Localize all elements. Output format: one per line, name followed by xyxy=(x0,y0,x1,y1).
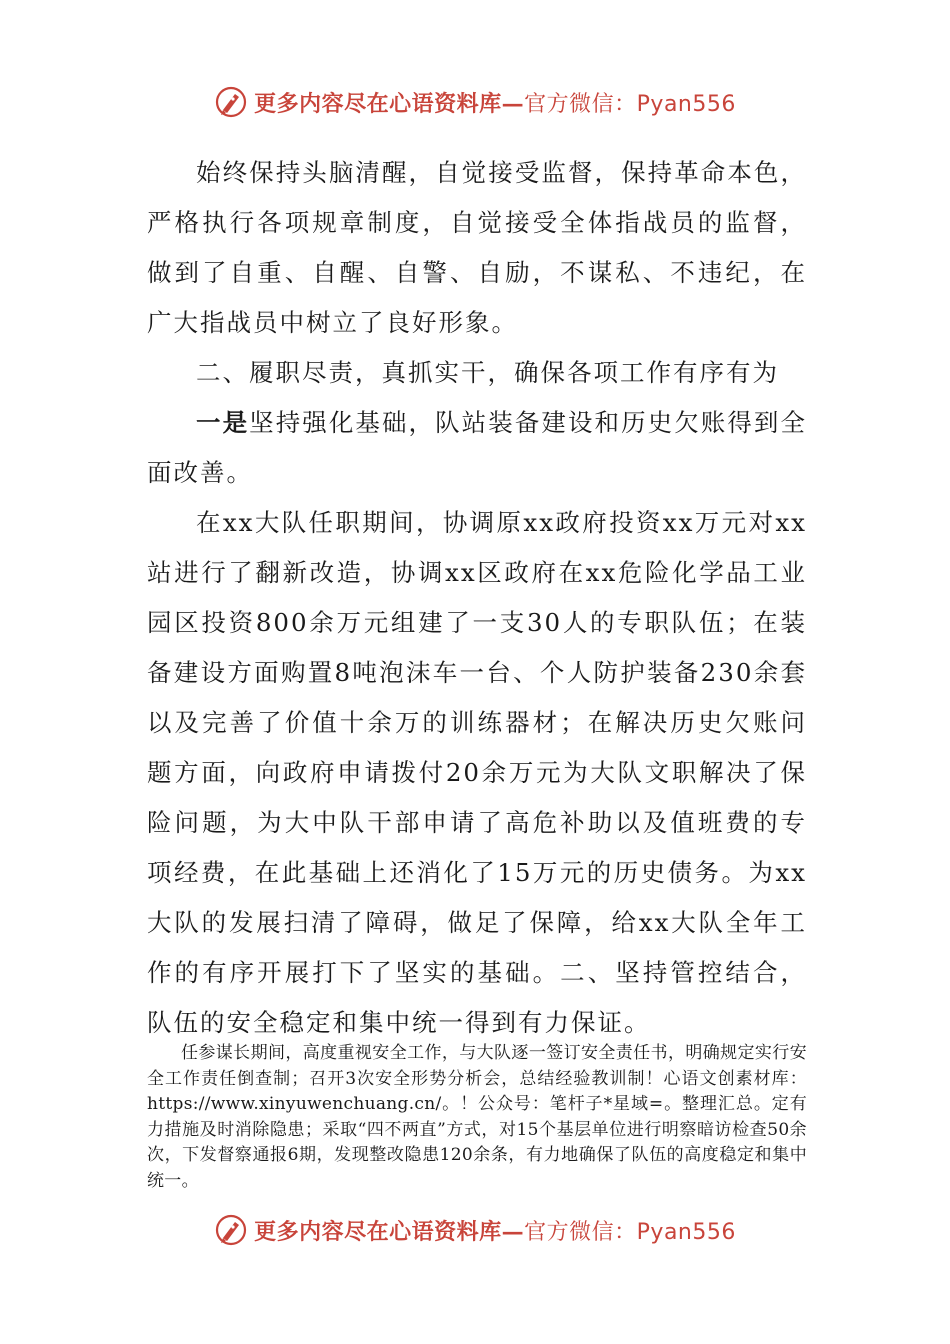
banner-wechat-label: 官方微信： xyxy=(524,1219,637,1245)
banner-wechat-label: 官方微信： xyxy=(524,91,637,117)
footer-banner xyxy=(0,1208,950,1252)
small-body-text xyxy=(147,1041,807,1194)
header-banner xyxy=(0,80,950,124)
paragraph-4: 在xx大队任职期间，协调原xx政府投资xx万元对xx站进行了翻新改造，协调xx区政府在xx危险化学品工业园区投资800余万元组建了一支30人的专职队伍；在装备建设方面购置8吨泡沫车一台、个人防护装备230余套以及完善了价值十余万的训练器材；在解决历史欠账问题方面，向政府申请拨付20余万元为大队文职解决了保险问题，为大中队干部申请了高危补助以及值班费的专项经费，在此基础上还消化了15万元的历史债务。为xx大队的发展扫清了障碍，做足了保障，给xx大队全年工作的有序开展打下了坚实的基础。二、坚持管控结合，队伍的安全稳定和集中统一得到有力保证。 xyxy=(147,508,807,1037)
small-paragraph-1: 任参谋长期间，高度重视安全工作，与大队逐一签订安全责任书，明确规定实行安全工作责任倒查制；召开3次安全形势分析会，总结经验教训制！心语文创素材库：https://www.xinyuwenchuang.cn/。！公众号：笔杆子*星域=。整理汇总。定有力措施及时消除隐患；采取“四不两直”方式，对15个基层单位进行明察暗访检查50余次，下发督察通报6期，发现整改隐患120余条，有力地确保了队伍的高度稳定和集中统一。 xyxy=(147,1043,807,1191)
paragraph-2-heading: 二、履职尽责，真抓实干，确保各项工作有序有为 xyxy=(196,358,779,387)
pen-logo-icon xyxy=(214,1213,248,1247)
banner-text xyxy=(254,1215,736,1246)
paragraph-3 xyxy=(147,398,807,498)
pen-logo-icon xyxy=(214,85,248,119)
banner-wechat-id: Pyan556 xyxy=(636,91,736,117)
banner-text xyxy=(254,87,736,118)
banner-main: 更多内容尽在心语资料库 xyxy=(254,90,502,117)
paragraph-3-bold: 一是 xyxy=(196,408,250,437)
banner-main: 更多内容尽在心语资料库 xyxy=(254,1218,502,1245)
banner-dash: — xyxy=(501,1218,525,1245)
paragraph-3-rest: 坚持强化基础，队站装备建设和历史欠账得到全面改善。 xyxy=(147,408,808,487)
banner-wechat-id: Pyan556 xyxy=(636,1219,736,1245)
banner-dash: — xyxy=(501,90,525,117)
main-body-text xyxy=(147,148,807,1048)
paragraph-1: 始终保持头脑清醒，自觉接受监督，保持革命本色，严格执行各项规章制度，自觉接受全体指战员的监督，做到了自重、自醒、自警、自励，不谋私、不违纪，在广大指战员中树立了良好形象。 xyxy=(147,158,807,337)
